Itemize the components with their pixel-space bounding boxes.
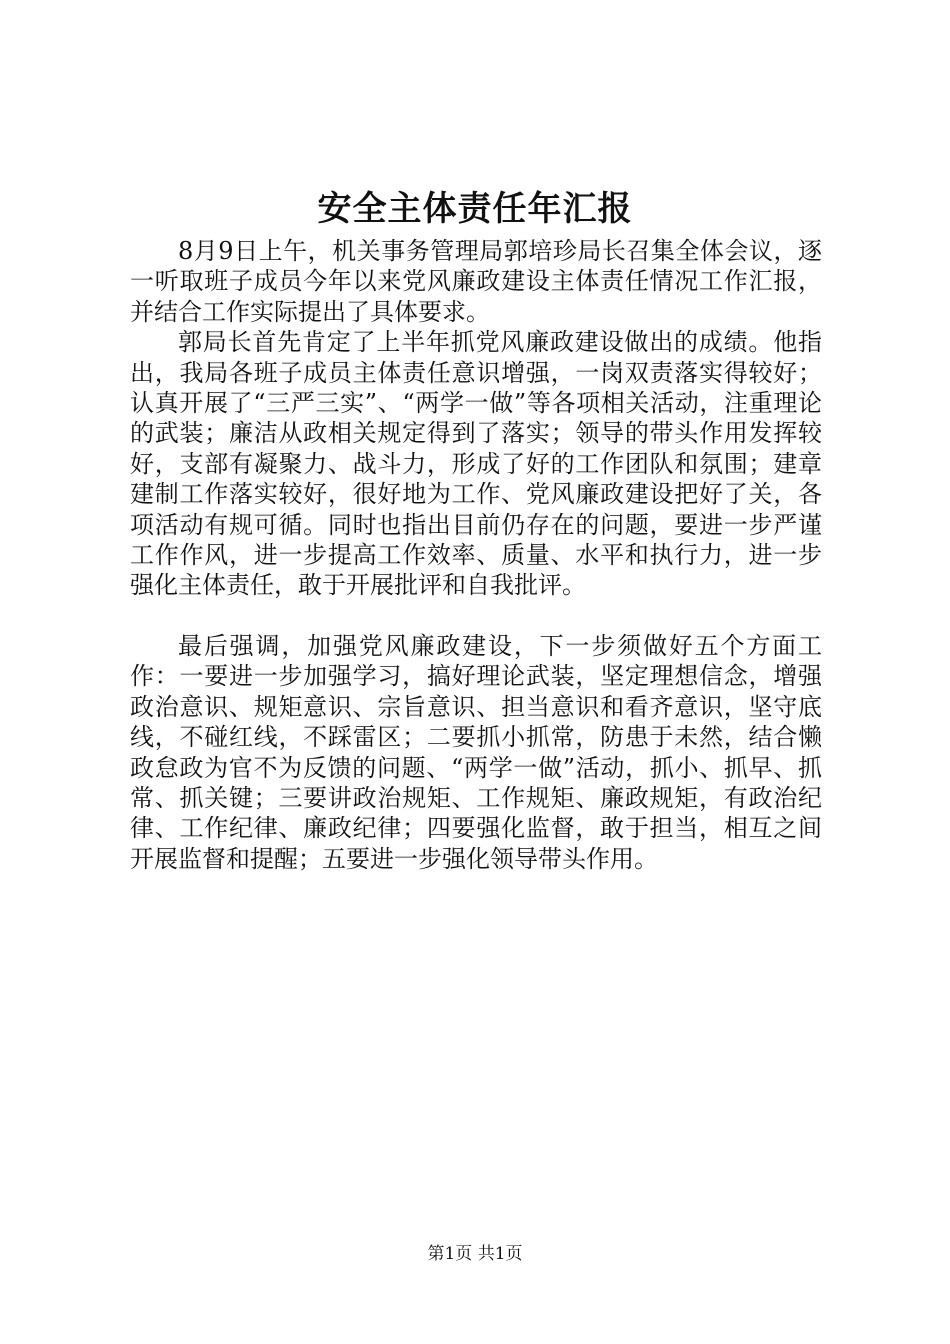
page-footer: 第1页 共1页 xyxy=(427,1244,523,1264)
paragraph-2: 郭局长首先肯定了上半年抓党风廉政建设做出的成绩。他指出，我局各班子成员主体责任意识增强，一岗双责落实得较好；认真开展了“三严三实”、“两学一做”等各项相关活动，注重理论的武装；廉洁从政相关规定得到了落实；领导的带头作用发挥较好，支部有凝聚力、战斗力，形成了好的工作团队和氛围；建章建制工作落实较好，很好地为工作、党风廉政建设把好了关，各项活动有规可循。同时也指出目前仍存在的问题，要进一步严谨工作作风，进一步提高工作效率、质量、水平和执行力，进一步强化主体责任，敢于开展批评和自我批评。 xyxy=(130,328,822,600)
document-title: 安全主体责任年汇报 xyxy=(317,189,633,229)
document-body xyxy=(130,236,822,874)
paragraph-1: 8月9日上午，机关事务管理局郭培珍局长召集全体会议，逐一听取班子成员今年以来党风廉政建设主体责任情况工作汇报，并结合工作实际提出了具体要求。 xyxy=(130,237,822,326)
paragraph-3: 最后强调，加强党风廉政建设，下一步须做好五个方面工作：一要进一步加强学习，搞好理论武装，坚定理想信念，增强政治意识、规矩意识、宗旨意识、担当意识和看齐意识，坚守底线，不碰红线，不踩雷区；二要抓小抓常，防患于未然，结合懒政怠政为官不为反馈的问题、“两学一做”活动，抓小、抓早、抓常、抓关键；三要讲政治规矩、工作规矩、廉政规矩，有政治纪律、工作纪律、廉政纪律；四要强化监督，敢于担当，相互之间开展监督和提醒；五要进一步强化领导带头作用。 xyxy=(130,631,822,873)
